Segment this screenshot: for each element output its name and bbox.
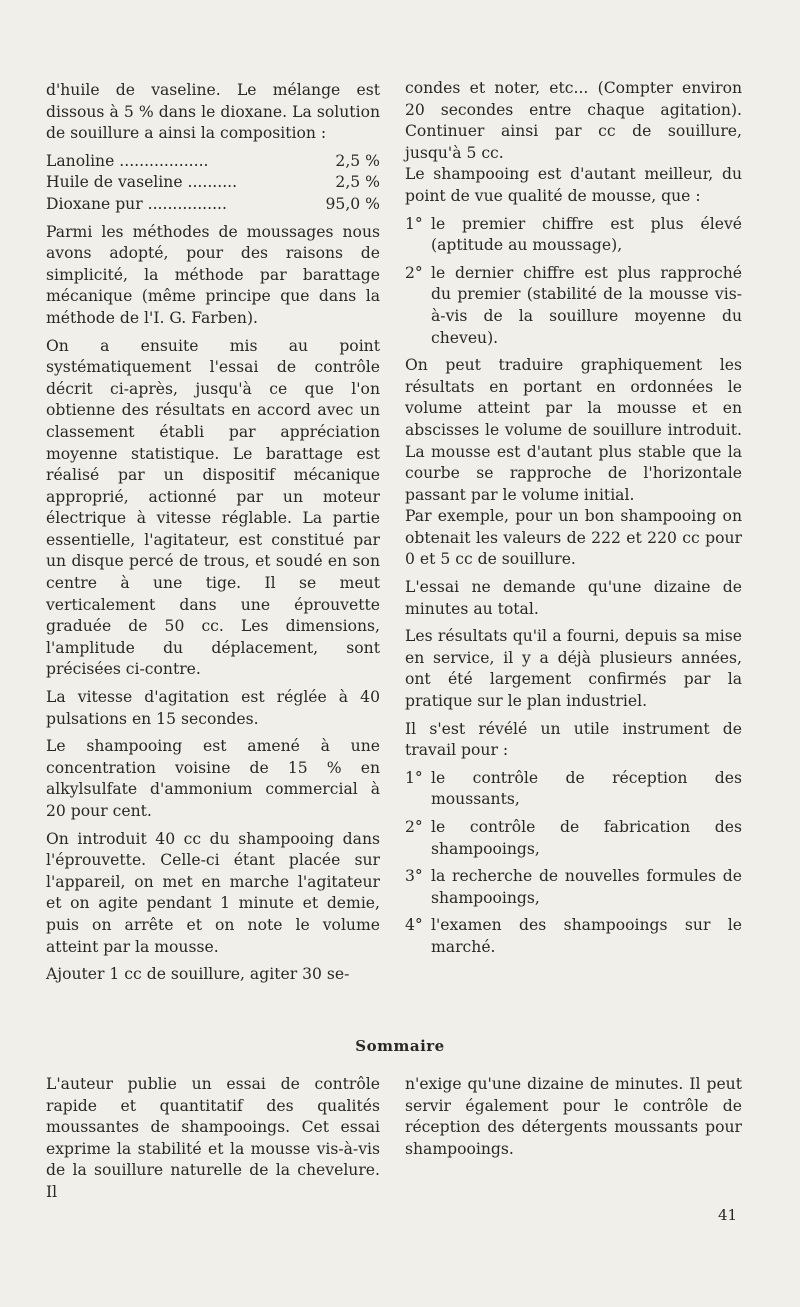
item-text: la recherche de nouvelles formules de shampooings, xyxy=(431,867,742,907)
item-text: le premier chiffre est plus élevé (aptitude au moussage), xyxy=(431,214,742,255)
item-text: le dernier chiffre est plus rapproché du premier (stabilité de la mousse vis-à-vis de la souillure moyenne du cheveu). xyxy=(431,263,742,347)
composition-value: 95,0 % xyxy=(325,194,380,213)
sommaire-heading: Sommaire xyxy=(355,1037,445,1055)
use-item xyxy=(405,817,742,860)
composition-label: Dioxane pur ................ xyxy=(46,194,227,213)
paragraph: Le shampooing est d'autant meilleur, du point de vue qualité de mousse, que : xyxy=(405,165,742,205)
paragraph: On introduit 40 cc du shampooing dans l'éprouvette. Celle-ci étant placée sur l'appareil, on met en marche l'agitateur et on agite pendant 1 minute et demie, puis on arrête et on note le volume atteint par la mousse. xyxy=(46,829,380,956)
paragraph: Le shampooing est amené à une concentration voisine de 15 % en alkylsulfate d'ammonium commercial à 20 pour cent. xyxy=(46,737,380,820)
use-item xyxy=(405,768,742,811)
item-number: 1° xyxy=(405,214,423,233)
paragraph: L'essai ne demande qu'une dizaine de minutes au total. xyxy=(405,578,742,618)
item-number: 1° xyxy=(405,768,423,787)
item-text: le contrôle de réception des moussants, xyxy=(431,768,742,809)
intro-paragraph: d'huile de vaseline. Le mélange est dissous à 5 % dans le dioxane. La solution de souillure a ainsi la composition : xyxy=(46,81,380,143)
paragraph: Par exemple, pour un bon shampooing on obtenait les valeurs de 222 et 220 cc pour 0 et 5 cc de souillure. xyxy=(405,507,742,569)
item-number: 2° xyxy=(405,263,423,282)
item-number: 2° xyxy=(405,818,423,836)
composition-value: 2,5 % xyxy=(335,173,380,192)
paragraph: On peut traduire graphiquement les résultats en portant en ordonnées le volume atteint par la mousse et en abscisses le volume de souillure introduit. La mousse est d'autant plus stable que la courbe se rapproche de l'horizontale passant par le volume initial. xyxy=(405,356,742,504)
composition-table xyxy=(46,151,380,216)
paragraph: Parmi les méthodes de moussages nous avons adopté, pour des raisons de simplicité, la méthode par barattage mécanique (même principe que dans la méthode de l'I. G. Farben). xyxy=(46,222,380,327)
right-column xyxy=(405,78,742,965)
use-item xyxy=(405,866,742,909)
use-item xyxy=(405,915,742,958)
item-text: le contrôle de fabrication des shampooings, xyxy=(431,818,742,858)
composition-value: 2,5 % xyxy=(335,151,380,170)
paragraph: Ajouter 1 cc de souillure, agiter 30 se- xyxy=(46,965,350,984)
composition-label: Lanoline .................. xyxy=(46,151,209,170)
page-number: 41 xyxy=(718,1206,738,1224)
composition-row xyxy=(46,194,380,216)
composition-row xyxy=(46,151,380,173)
item-text: l'examen des shampooings sur le marché. xyxy=(431,916,742,956)
criteria-item xyxy=(405,263,742,349)
item-number: 3° xyxy=(405,867,423,886)
composition-label: Huile de vaseline .......... xyxy=(46,173,238,192)
composition-row xyxy=(46,172,380,194)
item-number: 4° xyxy=(405,916,423,935)
left-column xyxy=(46,80,380,992)
sommaire-left-text: L'auteur publie un essai de contrôle rapide et quantitatif des qualités moussantes de shampooings. Cet essai exprime la stabilité et la mousse vis-à-vis de la souillure naturelle de la chevelure. Il xyxy=(46,1075,380,1201)
paragraph: condes et noter, etc... (Compter environ 20 secondes entre chaque agitation). Continuer ainsi par cc de souillure, jusqu'à 5 cc. xyxy=(405,79,742,162)
criteria-item xyxy=(405,214,742,257)
paragraph: On a ensuite mis au point systématiquement l'essai de contrôle décrit ci-après, jusqu'à ce que l'on obtienne des résultats en accord avec un classement établi par appréciation moyenne statistique. Le barattage est réalisé par un dispositif mécanique approprié, actionné par un moteur électrique à vitesse réglable. La partie essentielle, l'agitateur, est constitué par un disque percé de trous, et soudé en son centre à une tige. Il se meut verticalement dans une éprouvette graduée de 50 cc. Les dimensions, l'amplitude du déplacement, sont précisées ci-contre. xyxy=(46,336,380,679)
paragraph: Les résultats qu'il a fourni, depuis sa mise en service, il y a déjà plusieurs années, ont été largement confirmés par la pratique sur le plan industriel. xyxy=(405,627,742,711)
paragraph: Il s'est révélé un utile instrument de travail pour : xyxy=(405,719,742,760)
paragraph: La vitesse d'agitation est réglée à 40 pulsations en 15 secondes. xyxy=(46,688,380,728)
sommaire-right-text: n'exige qu'une dizaine de minutes. Il peut servir également pour le contrôle de réception des détergents moussants pour shampooings. xyxy=(405,1075,742,1158)
